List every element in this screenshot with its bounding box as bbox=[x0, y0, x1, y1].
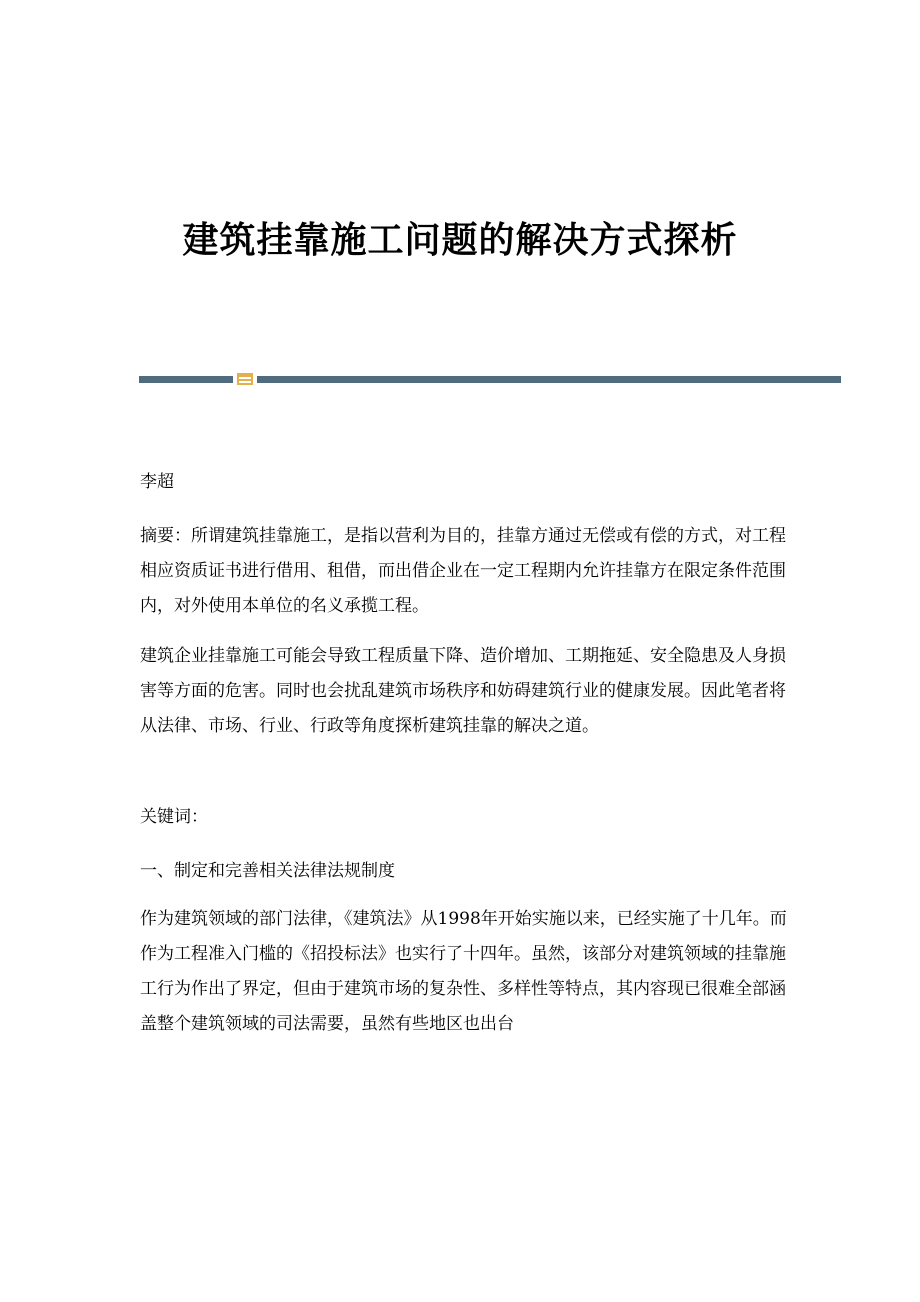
title-divider bbox=[139, 372, 841, 386]
section-paragraph: 作为建筑领域的部门法律，《建筑法》从1998年开始实施以来，已经实施了十几年。而作为工程准入门槛的《招投标法》也实行了十四年。虽然，该部分对建筑领域的挂靠施工行为作出了界定，但由于建筑市场的复杂性、多样性等特点，其内容现已很难全部涵盖整个建筑领域的司法需要，虽然有些地区也出台 bbox=[140, 909, 787, 1034]
intro-paragraph: 建筑企业挂靠施工可能会导致工程质量下降、造价增加、工期拖延、安全隐患及人身损害等方面的危害。同时也会扰乱建筑市场秩序和妨碍建筑行业的健康发展。因此笔者将从法律、市场、行业、行政等角度探析建筑挂靠的解决之道。 bbox=[140, 646, 786, 736]
keywords-label: 关键词： bbox=[140, 807, 208, 827]
abstract-paragraph: 摘要：所谓建筑挂靠施工，是指以营利为目的，挂靠方通过无偿或有偿的方式，对工程相应资质证书进行借用、租借，而出借企业在一定工程期内允许挂靠方在限定条件范围内，对外使用本单位的名义承揽工程。 bbox=[140, 526, 786, 616]
divider-bar-right bbox=[257, 376, 841, 383]
section-heading: 一、制定和完善相关法律法规制度 bbox=[140, 861, 395, 881]
document-body bbox=[140, 465, 790, 1042]
divider-ornament-icon bbox=[237, 373, 253, 385]
author-name: 李超 bbox=[140, 472, 174, 492]
document-title: 建筑挂靠施工问题的解决方式探析 bbox=[182, 219, 738, 261]
divider-bar-left bbox=[139, 376, 233, 383]
